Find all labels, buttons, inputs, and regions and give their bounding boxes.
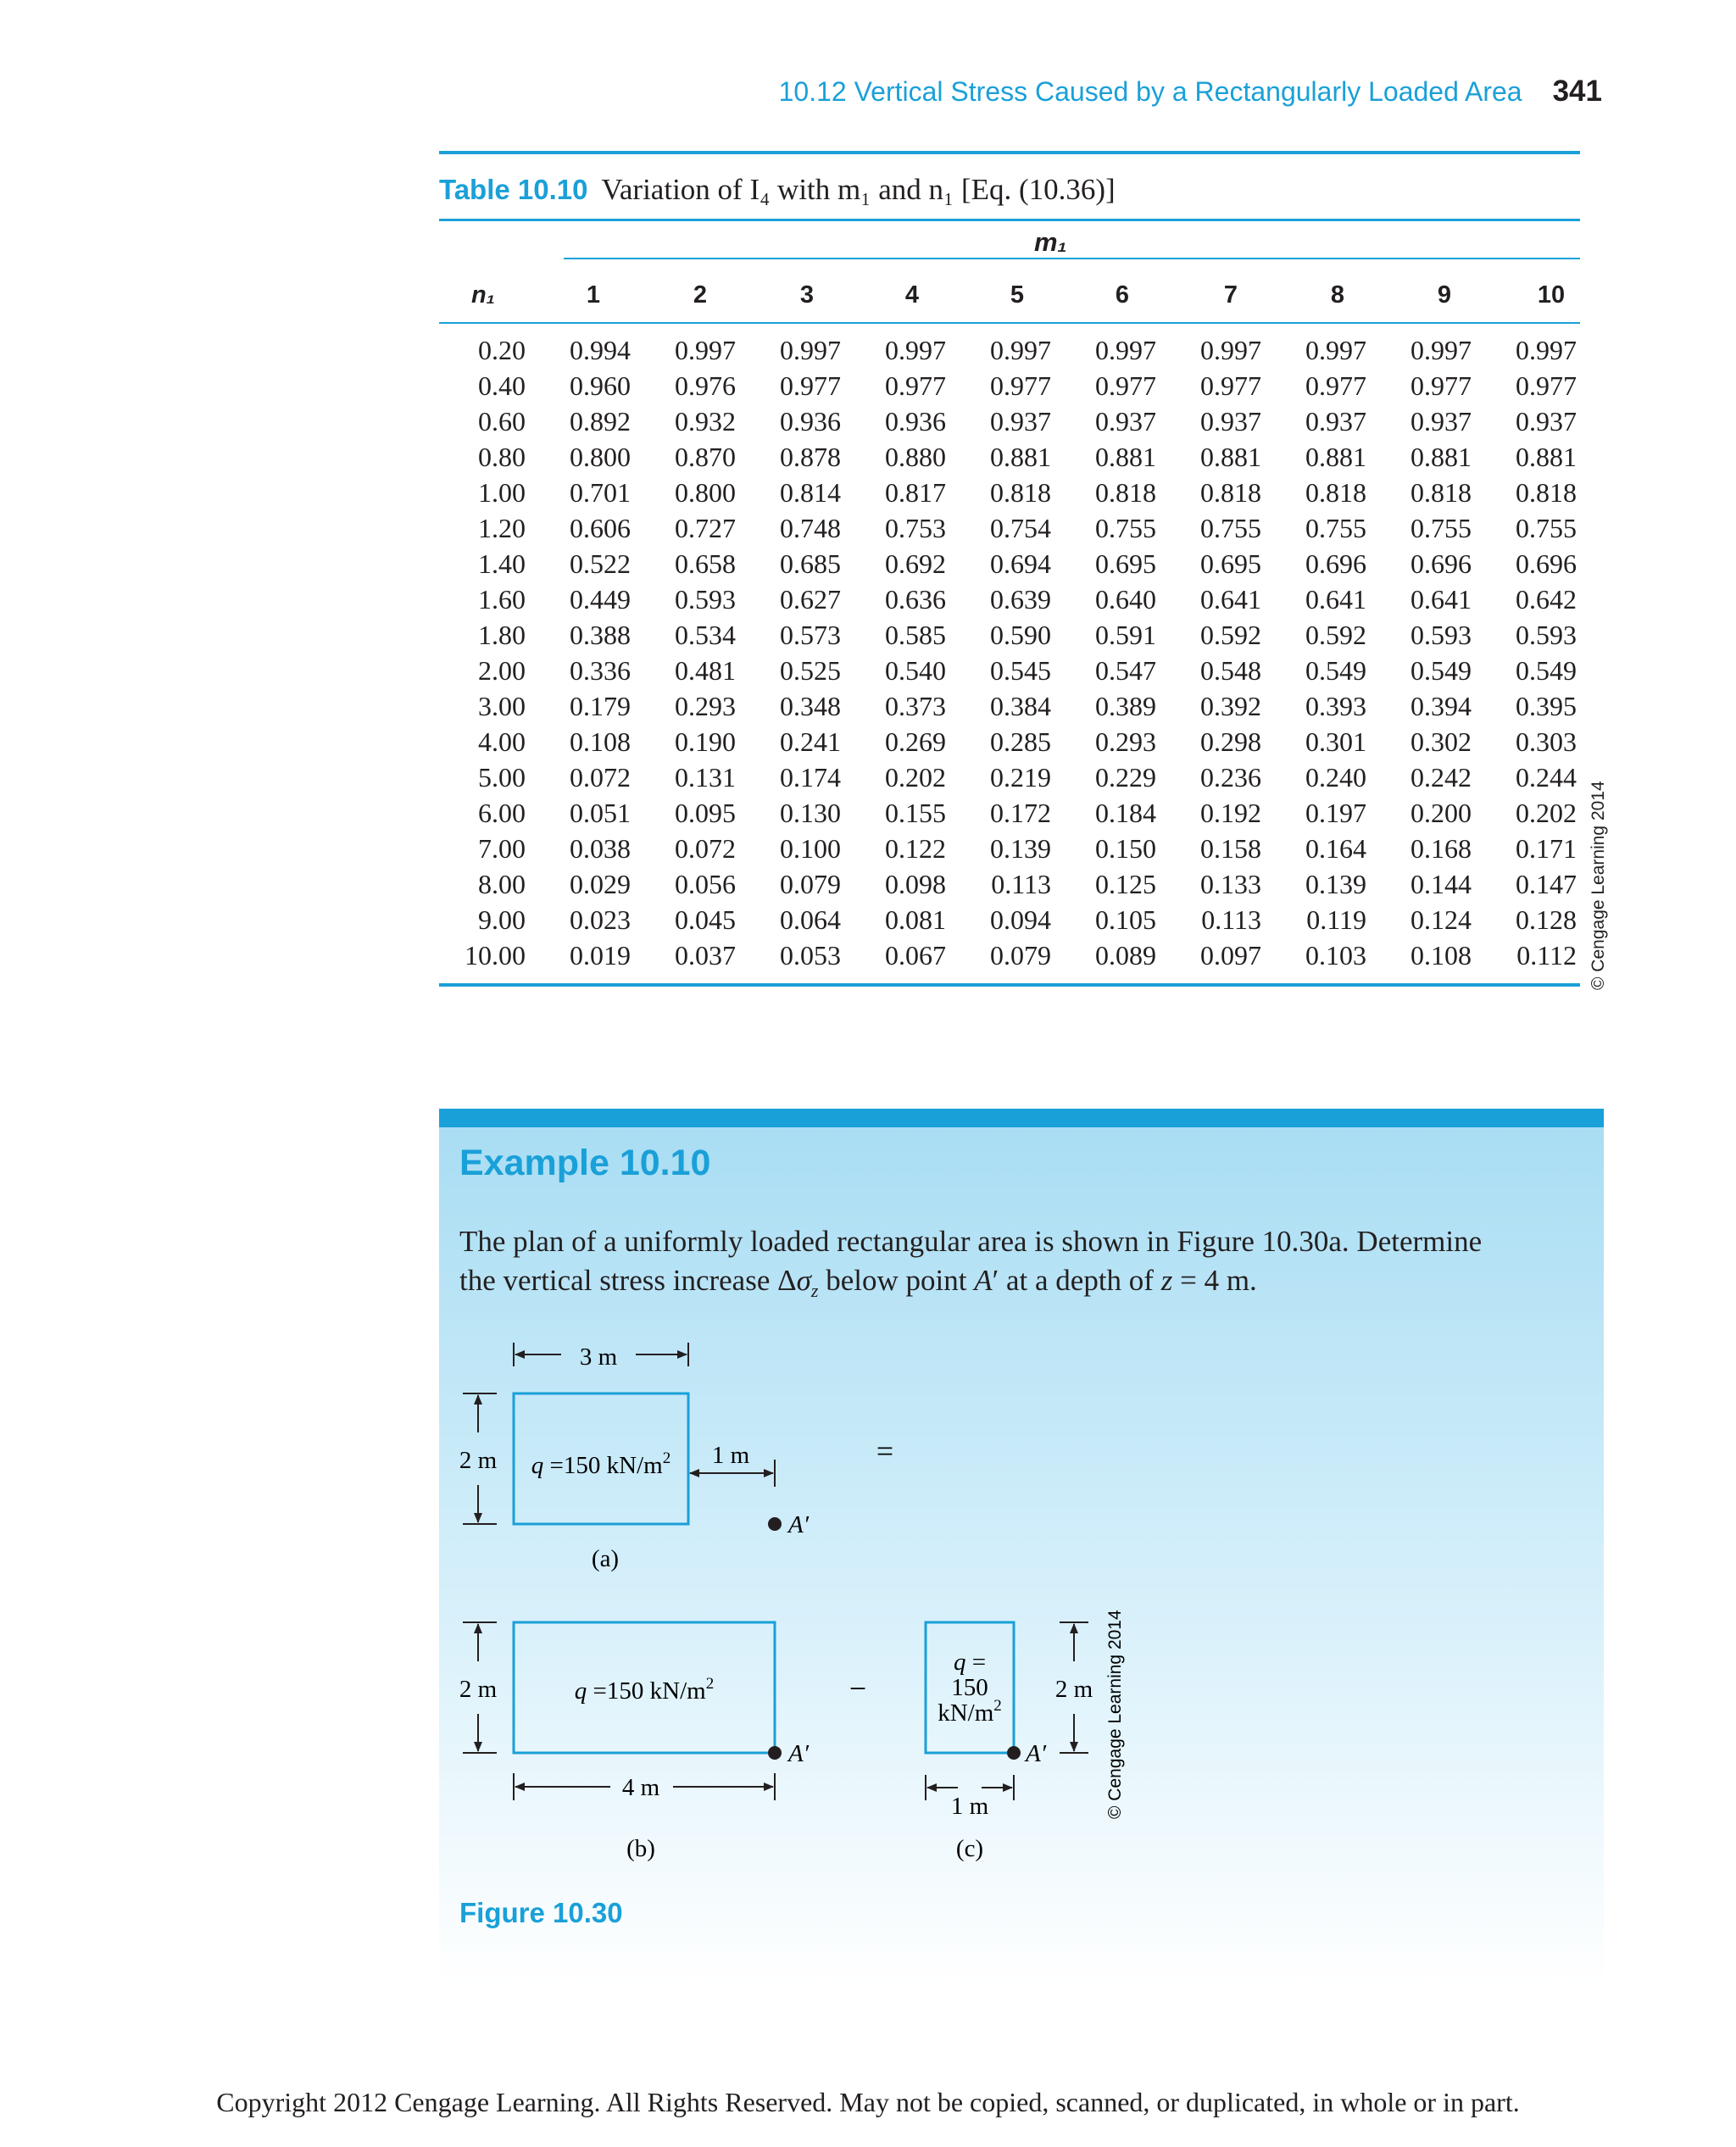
table-cell: 0.108	[570, 726, 631, 757]
table-cell: 0.139	[1305, 869, 1366, 899]
table-cell: 0.695	[1200, 548, 1261, 579]
table-cell: 0.395	[1516, 691, 1577, 721]
table-cell: 0.755	[1305, 513, 1366, 543]
table-cell: 0.937	[1095, 406, 1156, 437]
table-cell: 0.695	[1095, 548, 1156, 579]
table-cell: 0.171	[1516, 833, 1577, 864]
table-cell: 0.053	[780, 940, 841, 971]
figure-part-a	[459, 1343, 810, 1572]
table-cell: 0.079	[780, 869, 841, 899]
table-cell: 0.994	[570, 335, 631, 365]
table-cell: 0.051	[570, 798, 631, 828]
row-label-n1: 0.40	[478, 370, 526, 401]
figure-part-c	[926, 1622, 1093, 1862]
row-label-n1: 0.20	[478, 335, 526, 365]
table-cell: 0.298	[1200, 726, 1261, 757]
table-cell: 0.755	[1516, 513, 1577, 543]
table-cell: 0.269	[885, 726, 946, 757]
dim-a-offset: 1 m	[711, 1442, 750, 1469]
dim-a-height: 2 m	[459, 1447, 498, 1474]
dim-c-height: 2 m	[1054, 1676, 1093, 1703]
table-cell: 0.112	[1516, 940, 1577, 971]
row-label-n1: 1.40	[478, 548, 526, 579]
row-label-n1: 6.00	[478, 798, 526, 828]
table-cell: 0.548	[1200, 655, 1261, 686]
table-cell: 0.108	[1410, 940, 1472, 971]
table-cell: 0.244	[1516, 762, 1577, 793]
table-cell: 0.124	[1410, 904, 1472, 935]
table-cell: 0.105	[1095, 904, 1156, 935]
table-cell: 0.293	[675, 691, 736, 721]
table-cell: 0.977	[885, 370, 946, 401]
table-cell: 0.755	[1410, 513, 1472, 543]
table-cell: 0.727	[675, 513, 736, 543]
table-cell: 0.122	[885, 833, 946, 864]
m1-group-header: m₁	[1034, 227, 1067, 257]
table-cell: 0.202	[1516, 798, 1577, 828]
table-cell: 0.202	[885, 762, 946, 793]
dim-b-height: 2 m	[459, 1676, 498, 1703]
table-cell: 0.348	[780, 691, 841, 721]
table-cell: 0.236	[1200, 762, 1261, 793]
table-cell: 0.392	[1200, 691, 1261, 721]
table-cell: 0.133	[1200, 869, 1261, 899]
table-cell: 0.388	[570, 620, 631, 650]
dim-a-width: 3 m	[579, 1343, 618, 1371]
page-number: 341	[1552, 75, 1602, 108]
table-cell: 0.113	[1201, 904, 1261, 935]
table-cell: 0.168	[1410, 833, 1472, 864]
table-cell: 0.636	[885, 584, 946, 615]
table-cell: 0.241	[780, 726, 841, 757]
table-cell: 0.937	[1516, 406, 1577, 437]
table-cell: 0.023	[570, 904, 631, 935]
table-cell: 0.937	[990, 406, 1051, 437]
column-header: 9	[1437, 281, 1452, 309]
table-cell: 0.936	[885, 406, 946, 437]
column-header: 3	[799, 281, 815, 309]
table-cell: 0.881	[1305, 442, 1366, 472]
table-cell: 0.592	[1305, 620, 1366, 650]
table-cell: 0.997	[675, 335, 736, 365]
table-cell: 0.098	[885, 869, 946, 899]
table-cell: 0.128	[1516, 904, 1577, 935]
table-cell: 0.155	[885, 798, 946, 828]
table-cell: 0.545	[990, 655, 1051, 686]
figure-copyright: © Cengage Learning 2014	[1105, 1610, 1125, 1819]
table-cell: 0.394	[1410, 691, 1472, 721]
table-cell: 0.593	[1516, 620, 1577, 650]
table-cell: 0.573	[780, 620, 841, 650]
table-cell: 0.936	[780, 406, 841, 437]
table-cell: 0.158	[1200, 833, 1261, 864]
table-cell: 0.593	[675, 584, 736, 615]
table-cell: 0.592	[1200, 620, 1261, 650]
table-cell: 0.549	[1305, 655, 1366, 686]
table-cell: 0.977	[1516, 370, 1577, 401]
table-cell: 0.640	[1095, 584, 1156, 615]
column-header: 5	[1010, 281, 1025, 309]
table-cell: 0.481	[675, 655, 736, 686]
table-cell: 0.190	[675, 726, 736, 757]
table-cell: 0.174	[780, 762, 841, 793]
table-cell: 0.997	[780, 335, 841, 365]
load-c-line3: $kN/m^2$	[938, 1697, 1002, 1727]
table-cell: 0.818	[1516, 477, 1577, 508]
point-a-dot	[768, 1517, 782, 1531]
table-cell: 0.818	[1095, 477, 1156, 508]
table-cell: 0.100	[780, 833, 841, 864]
point-c-label: A′	[1026, 1740, 1047, 1767]
column-header: 2	[693, 281, 708, 309]
example-text-line1: The plan of a uniformly loaded rectangular area is shown in Figure 10.30a. Determine	[459, 1225, 1483, 1258]
table-cell: 0.976	[675, 370, 736, 401]
example-text-line2: the vertical stress increase $\Delta\sigma_z$ below point A′ at a depth of z = 4 m.	[459, 1264, 1257, 1301]
example-title: Example 10.10	[459, 1143, 711, 1183]
table-cell: 0.606	[570, 513, 631, 543]
table-cell: 0.641	[1200, 584, 1261, 615]
column-header: 7	[1223, 281, 1238, 309]
row-header-n1: n₁	[471, 281, 495, 309]
table-cell: 0.748	[780, 513, 841, 543]
table-cell: 0.534	[675, 620, 736, 650]
row-label-n1: 0.80	[478, 442, 526, 472]
table-cell: 0.064	[780, 904, 841, 935]
load-a-label: q =150 $kN/m^2$	[531, 1449, 671, 1479]
table-cell: 0.449	[570, 584, 631, 615]
table-cell: 0.692	[885, 548, 946, 579]
table-cell: 0.881	[1410, 442, 1472, 472]
table-cell: 0.997	[1095, 335, 1156, 365]
table-cell: 0.977	[1305, 370, 1366, 401]
table-cell: 0.336	[570, 655, 631, 686]
table-cell: 0.303	[1516, 726, 1577, 757]
table-cell: 0.818	[1305, 477, 1366, 508]
table-cell: 0.977	[990, 370, 1051, 401]
row-label-n1: 10.00	[465, 940, 526, 971]
table-cell: 0.880	[885, 442, 946, 472]
table-cell: 0.197	[1305, 798, 1366, 828]
table-cell: 0.800	[675, 477, 736, 508]
table-cell: 0.937	[1305, 406, 1366, 437]
load-c-line2: 150	[951, 1674, 988, 1701]
column-header: 4	[904, 281, 920, 309]
table-cell: 0.814	[780, 477, 841, 508]
table-cell: 0.067	[885, 940, 946, 971]
table-cell: 0.753	[885, 513, 946, 543]
table-cell: 0.229	[1095, 762, 1156, 793]
table-cell: 0.593	[1410, 620, 1472, 650]
figure-part-b	[459, 1622, 810, 1862]
row-label-n1: 1.00	[478, 477, 526, 508]
table-cell: 0.019	[570, 940, 631, 971]
table-cell: 0.642	[1516, 584, 1577, 615]
load-b-label: q =150 $kN/m^2$	[574, 1675, 715, 1705]
row-label-n1: 7.00	[478, 833, 526, 864]
table-cell: 0.172	[990, 798, 1051, 828]
table-cell: 0.373	[885, 691, 946, 721]
table-cell: 0.818	[1200, 477, 1261, 508]
table-cell: 0.696	[1516, 548, 1577, 579]
table-cell: 0.878	[780, 442, 841, 472]
point-b-label: A′	[788, 1740, 810, 1767]
table-cell: 0.997	[1305, 335, 1366, 365]
table-copyright: © Cengage Learning 2014	[1589, 781, 1608, 990]
table-cell: 0.144	[1410, 869, 1472, 899]
table-cell: 0.393	[1305, 691, 1366, 721]
table-cell: 0.639	[990, 584, 1051, 615]
table-cell: 0.103	[1305, 940, 1366, 971]
table-cell: 0.870	[675, 442, 736, 472]
table-cell: 0.755	[1200, 513, 1261, 543]
table-cell: 0.285	[990, 726, 1051, 757]
section-title: 10.12 Vertical Stress Caused by a Rectangularly Loaded Area	[778, 76, 1522, 107]
table-cell: 0.591	[1095, 620, 1156, 650]
table-cell: 0.179	[570, 691, 631, 721]
table-cell: 0.045	[675, 904, 736, 935]
point-b-dot	[768, 1746, 782, 1760]
table-cell: 0.119	[1306, 904, 1366, 935]
table-cell: 0.525	[780, 655, 841, 686]
table-cell: 0.072	[675, 833, 736, 864]
table-cell: 0.150	[1095, 833, 1156, 864]
table-cell: 0.113	[991, 869, 1051, 899]
table-cell: 0.881	[1516, 442, 1577, 472]
table-cell: 0.056	[675, 869, 736, 899]
table-cell: 0.384	[990, 691, 1051, 721]
table-cell: 0.590	[990, 620, 1051, 650]
table-cell: 0.547	[1095, 655, 1156, 686]
row-label-n1: 1.80	[478, 620, 526, 650]
table-cell: 0.977	[1200, 370, 1261, 401]
table-cell: 0.701	[570, 477, 631, 508]
table-cell: 0.696	[1305, 548, 1366, 579]
table-cell: 0.079	[990, 940, 1051, 971]
table-cell: 0.977	[1410, 370, 1472, 401]
table-cell: 0.892	[570, 406, 631, 437]
row-label-n1: 1.60	[478, 584, 526, 615]
table-cell: 0.585	[885, 620, 946, 650]
table-cell: 0.881	[1095, 442, 1156, 472]
column-header: 10	[1537, 281, 1566, 309]
table-label: Table 10.10	[439, 174, 588, 205]
dim-c-width: 1 m	[950, 1793, 989, 1820]
table-cell: 0.658	[675, 548, 736, 579]
table-cell: 0.977	[780, 370, 841, 401]
table-cell: 0.754	[990, 513, 1051, 543]
table-cell: 0.641	[1305, 584, 1366, 615]
point-a-label: A′	[788, 1511, 810, 1538]
table-cell: 0.130	[780, 798, 841, 828]
table-cell: 0.997	[885, 335, 946, 365]
column-header: 1	[586, 281, 601, 309]
table-cell: 0.072	[570, 762, 631, 793]
row-label-n1: 8.00	[478, 869, 526, 899]
table-cell: 0.881	[990, 442, 1051, 472]
row-label-n1: 3.00	[478, 691, 526, 721]
table-caption-text: Variation of I₄ with m₁ and n₁ [Eq. (10.36)]	[601, 173, 1116, 206]
row-label-n1: 4.00	[478, 726, 526, 757]
table-cell: 0.932	[675, 406, 736, 437]
table-cell: 0.937	[1200, 406, 1261, 437]
table-cell: 0.817	[885, 477, 946, 508]
table-cell: 0.997	[1516, 335, 1577, 365]
table-cell: 0.089	[1095, 940, 1156, 971]
table-cell: 0.997	[1410, 335, 1472, 365]
table-cell: 0.522	[570, 548, 631, 579]
table-cell: 0.081	[885, 904, 946, 935]
caption-c: (c)	[955, 1835, 984, 1862]
table-cell: 0.641	[1410, 584, 1472, 615]
table-cell: 0.755	[1095, 513, 1156, 543]
column-header: 6	[1115, 281, 1130, 309]
table-cell: 0.037	[675, 940, 736, 971]
table-cell: 0.800	[570, 442, 631, 472]
table-cell: 0.147	[1516, 869, 1577, 899]
table-cell: 0.389	[1095, 691, 1156, 721]
table-cell: 0.977	[1095, 370, 1156, 401]
table-cell: 0.685	[780, 548, 841, 579]
dim-b-width: 4 m	[621, 1774, 660, 1801]
table-cell: 0.095	[675, 798, 736, 828]
table-cell: 0.694	[990, 548, 1051, 579]
table-cell: 0.038	[570, 833, 631, 864]
table-cell: 0.997	[990, 335, 1051, 365]
table-cell: 0.540	[885, 655, 946, 686]
row-label-n1: 9.00	[478, 904, 526, 935]
table-cell: 0.696	[1410, 548, 1472, 579]
table-cell: 0.302	[1410, 726, 1472, 757]
caption-a: (a)	[591, 1545, 620, 1572]
table-cell: 0.094	[990, 904, 1051, 935]
table-cell: 0.818	[990, 477, 1051, 508]
table-cell: 0.293	[1095, 726, 1156, 757]
row-label-n1: 0.60	[478, 406, 526, 437]
table-cell: 0.139	[990, 833, 1051, 864]
table-cell: 0.881	[1200, 442, 1261, 472]
table-cell: 0.937	[1410, 406, 1472, 437]
figure-label: Figure 10.30	[459, 1897, 623, 1928]
row-label-n1: 5.00	[478, 762, 526, 793]
table-cell: 0.627	[780, 584, 841, 615]
table-cell: 0.818	[1410, 477, 1472, 508]
column-header: 8	[1330, 281, 1345, 309]
equals-sign: =	[876, 1434, 894, 1468]
table-cell: 0.997	[1200, 335, 1261, 365]
table-cell: 0.240	[1305, 762, 1366, 793]
table-cell: 0.549	[1516, 655, 1577, 686]
table-cell: 0.125	[1095, 869, 1156, 899]
table-cell: 0.164	[1305, 833, 1366, 864]
row-label-n1: 2.00	[478, 655, 526, 686]
table-cell: 0.960	[570, 370, 631, 401]
table-cell: 0.029	[570, 869, 631, 899]
minus-sign: −	[849, 1671, 867, 1705]
table-cell: 0.192	[1200, 798, 1261, 828]
table-cell: 0.200	[1410, 798, 1472, 828]
table-cell: 0.549	[1410, 655, 1472, 686]
table-cell: 0.097	[1200, 940, 1261, 971]
table-cell: 0.219	[990, 762, 1051, 793]
table-cell: 0.301	[1305, 726, 1366, 757]
table-cell: 0.131	[675, 762, 736, 793]
point-c-dot	[1007, 1746, 1021, 1760]
table-cell: 0.184	[1095, 798, 1156, 828]
caption-b: (b)	[626, 1835, 655, 1862]
load-c-line1: q =	[953, 1649, 987, 1676]
footer-copyright: Copyright 2012 Cengage Learning. All Rights Reserved. May not be copied, scanned, or duplicated, in whole or in part.	[216, 2087, 1520, 2117]
row-label-n1: 1.20	[478, 513, 526, 543]
table-cell: 0.242	[1410, 762, 1472, 793]
